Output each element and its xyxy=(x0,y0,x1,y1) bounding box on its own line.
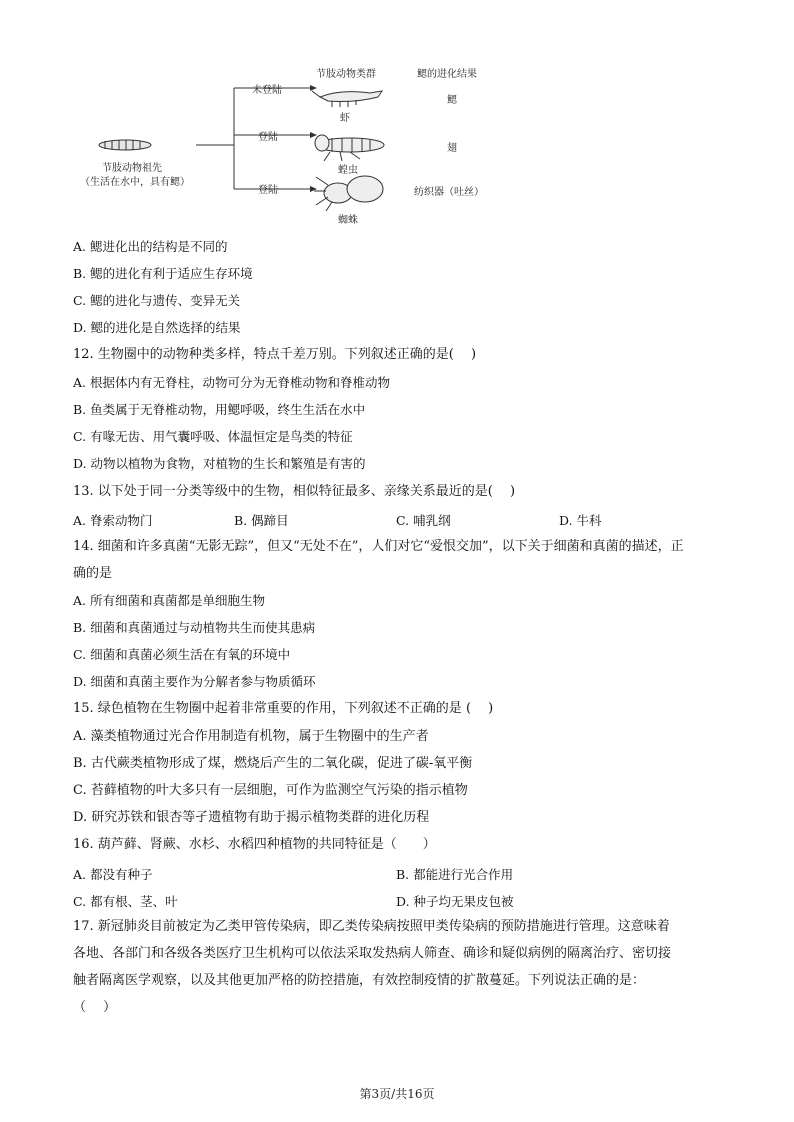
evolution-diagram xyxy=(70,55,530,235)
ancestor-note: （生活在水中，具有鳃） xyxy=(80,177,190,188)
q12-option-d: D. 动物以植物为食物，对植物的生长和繁殖是有害的 xyxy=(73,456,366,471)
q13-option-a: A. 脊索动物门 xyxy=(73,513,153,528)
spider-illustration xyxy=(314,176,383,211)
q16-option-c: C. 都有根、茎、叶 xyxy=(73,894,178,909)
q17-stem-line4: （ ） xyxy=(73,1000,117,1015)
q14-option-a: A. 所有细菌和真菌都是单细胞生物 xyxy=(73,593,265,608)
q11-option-c: C. 鳃的进化与遗传、变异无关 xyxy=(73,293,241,308)
q16-option-b: B. 都能进行光合作用 xyxy=(396,867,514,882)
q15-option-a: A. 藻类植物通过光合作用制造有机物，属于生物圈中的生产者 xyxy=(73,729,429,744)
q14-stem-line1: 14. 细菌和许多真菌“无影无踪”，但又“无处不在”，人们对它“爱恨交加”，以下关于细菌和真菌的描述，正 xyxy=(73,539,684,554)
q12-option-c: C. 有喙无齿、用气囊呼吸、体温恒定是鸟类的特征 xyxy=(73,429,353,444)
branch-result-2: 翅 xyxy=(447,143,457,154)
branch-route-1: 未登陆 xyxy=(252,85,282,96)
q15-option-d: D. 研究苏铁和银杏等孑遗植物有助于揭示植物类群的进化历程 xyxy=(73,810,430,825)
q13-stem: 13. 以下处于同一分类等级中的生物，相似特征最多、亲缘关系最近的是( ) xyxy=(73,484,516,499)
locust-illustration xyxy=(315,135,384,161)
q16-option-a: A. 都没有种子 xyxy=(73,867,153,882)
branch-route-3: 登陆 xyxy=(258,185,278,196)
q14-option-d: D. 细菌和真菌主要作为分解者参与物质循环 xyxy=(73,674,316,689)
q15-option-b: B. 古代蕨类植物形成了煤，燃烧后产生的二氧化碳，促进了碳-氧平衡 xyxy=(73,756,473,771)
branch-route-2: 登陆 xyxy=(258,132,278,143)
q12-option-a: A. 根据体内有无脊柱，动物可分为无脊椎动物和脊椎动物 xyxy=(73,375,390,390)
q12-stem: 12. 生物圈中的动物种类多样，特点千差万别。下列叙述正确的是( ) xyxy=(73,347,477,362)
q11-option-d: D. 鳃的进化是自然选择的结果 xyxy=(73,320,241,335)
diagram-graphics xyxy=(70,55,530,235)
q14-option-b: B. 细菌和真菌通过与动植物共生而使其患病 xyxy=(73,620,316,635)
shrimp-illustration xyxy=(312,91,382,107)
q14-stem-line2: 确的是 xyxy=(73,566,113,581)
column-header-result: 鳃的进化结果 xyxy=(417,69,477,80)
branch-animal-1: 虾 xyxy=(340,113,350,124)
branch-result-3: 纺织器（吐丝） xyxy=(414,187,484,198)
q15-stem: 15. 绿色植物在生物圈中起着非常重要的作用，下列叙述不正确的是 ( ) xyxy=(73,701,494,716)
column-header-group: 节肢动物类群 xyxy=(316,69,376,80)
q12-option-b: B. 鱼类属于无脊椎动物，用鳃呼吸，终生生活在水中 xyxy=(73,402,366,417)
q11-option-b: B. 鳃的进化有利于适应生存环境 xyxy=(73,266,253,281)
q16-option-d: D. 种子均无果皮包被 xyxy=(396,894,514,909)
branch-animal-3: 蜘蛛 xyxy=(338,215,358,226)
ancestor-label: 节肢动物祖先 xyxy=(102,163,162,174)
page-footer: 第3页/共16页 xyxy=(359,1087,435,1101)
q15-option-c: C. 苔藓植物的叶大多只有一层细胞，可作为监测空气污染的指示植物 xyxy=(73,783,468,798)
q13-option-c: C. 哺乳纲 xyxy=(396,513,451,528)
q17-stem-line2: 各地、各部门和各级各类医疗卫生机构可以依法采取发热病人筛查、确诊和疑似病例的隔离治疗、密切接 xyxy=(73,946,672,961)
q17-stem-line1: 17. 新冠肺炎目前被定为乙类甲管传染病，即乙类传染病按照甲类传染病的预防措施进行管理。这意味着 xyxy=(73,919,670,934)
branch-animal-2: 蝗虫 xyxy=(338,165,358,176)
branch-result-1: 鳃 xyxy=(447,95,457,106)
q13-option-b: B. 偶蹄目 xyxy=(234,513,289,528)
q16-stem: 16. 葫芦藓、肾蕨、水杉、水稻四种植物的共同特征是（ ） xyxy=(73,837,436,852)
q13-option-d: D. 牛科 xyxy=(559,513,602,528)
q11-option-a: A. 鳃进化出的结构是不同的 xyxy=(73,239,228,254)
q17-stem-line3: 触者隔离医学观察，以及其他更加严格的防控措施，有效控制疫情的扩散蔓延。下列说法正确的是： xyxy=(73,973,646,988)
ancestor-illustration xyxy=(99,140,151,150)
q14-option-c: C. 细菌和真菌必须生活在有氧的环境中 xyxy=(73,647,291,662)
